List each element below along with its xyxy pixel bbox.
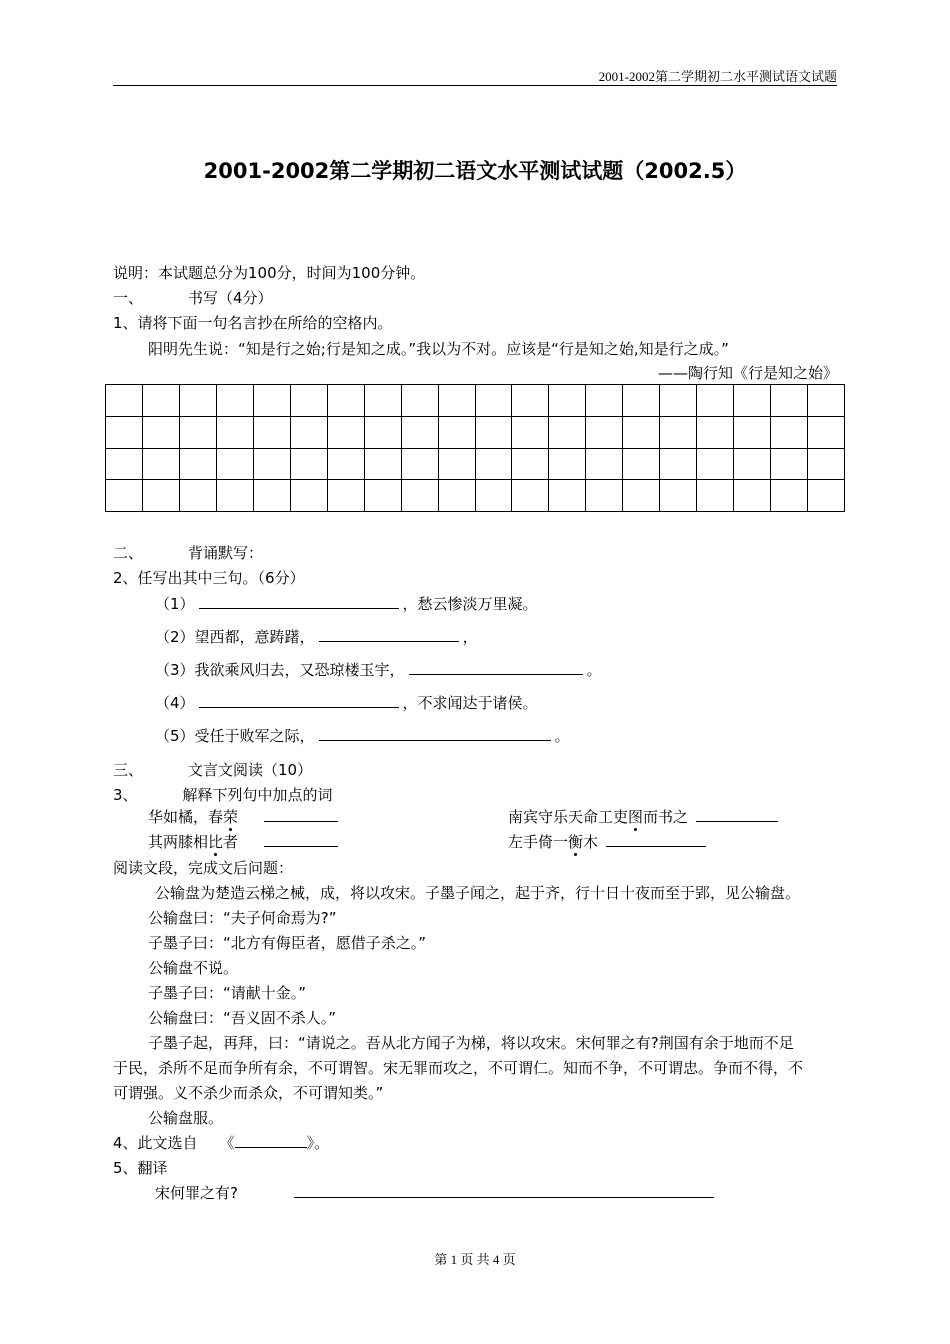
item-prefix: （2） [155,628,195,646]
grid-cell[interactable] [402,480,439,512]
word-context-after: 而书之 [643,808,689,826]
item-text-after: 。 [586,661,602,679]
answer-blank[interactable] [199,693,399,708]
grid-cell[interactable] [734,417,771,449]
dotted-word: 衡 [568,833,584,851]
grid-cell[interactable] [106,417,143,449]
question-3 [113,784,333,805]
grid-cell[interactable] [180,449,217,481]
recite-item-2 [155,626,478,647]
page-title: 2001-2002第二学期初二语文水平测试试题（2002.5） [203,159,747,183]
grid-cell[interactable] [660,449,697,481]
passage-paragraph-6: 公输盘曰：“吾义固不杀人。” [148,1009,337,1027]
grid-cell[interactable] [512,385,549,417]
question-4 [113,1132,329,1153]
grid-cell[interactable] [697,449,734,481]
grid-cell[interactable] [771,480,808,512]
grid-cell[interactable] [660,417,697,449]
word-context: 南宾守乐天命工吏 [508,808,629,826]
question-4-text: 4、此文选自 [113,1134,198,1152]
grid-cell[interactable] [217,385,254,417]
passage-paragraph-7-line-1: 子墨子起，再拜，曰：“请说之。吾从北方闻子为梯，将以攻宋。宋何罪之有?荆国有余于地而不足 [148,1034,794,1052]
dotted-word: 比 [208,833,224,851]
passage-paragraph-2: 公输盘曰：“夫子何命焉为?” [148,909,337,927]
grid-cell[interactable] [771,449,808,481]
item-prefix: （3） [155,661,195,679]
grid-cell[interactable] [143,480,180,512]
grid-cell[interactable] [549,480,586,512]
grid-cell[interactable] [143,417,180,449]
grid-cell[interactable] [808,449,845,481]
grid-cell[interactable] [106,480,143,512]
section-2-heading [113,542,263,563]
item-prefix: （1） [155,595,195,613]
grid-cell[interactable] [734,480,771,512]
answer-blank[interactable] [264,832,338,847]
reading-instructions: 阅读文段，完成文后问题： [113,859,294,877]
section-3-number: 三、 [113,761,144,779]
recite-item-3 [155,659,602,680]
recite-item-4 [155,692,538,713]
item-text-after: ， [462,628,478,646]
item-prefix: （4） [155,694,195,712]
word-item-1 [148,806,342,827]
word-item-2 [508,806,782,827]
grid-cell[interactable] [771,385,808,417]
grid-cell[interactable] [180,385,217,417]
book-mark-close: 》。 [306,1134,330,1152]
exam-instructions: 说明：本试题总分为100分，时间为100分钟。 [113,264,426,282]
grid-cell[interactable] [365,417,402,449]
answer-blank[interactable] [319,726,551,741]
grid-cell[interactable] [291,385,328,417]
book-mark-open: 《 [219,1134,235,1152]
item-prefix: （5） [155,727,195,745]
question-1: 1、请将下面一句名言抄在所给的空格内。 [113,314,393,332]
passage-paragraph-8: 公输盘服。 [148,1109,224,1127]
answer-blank[interactable] [696,807,778,822]
grid-cell[interactable] [402,385,439,417]
section-1-number: 一、 [113,289,144,307]
word-context-after: 者 [223,833,239,851]
question-5: 5、翻译 [113,1159,168,1177]
grid-cell[interactable] [365,449,402,481]
grid-cell[interactable] [476,385,513,417]
dotted-word: 荣 [223,808,239,826]
grid-cell[interactable] [328,385,365,417]
answer-blank[interactable] [409,660,583,675]
grid-cell[interactable] [106,385,143,417]
grid-cell[interactable] [439,417,476,449]
passage-paragraph-3: 子墨子曰：“北方有侮臣者，愿借子杀之。” [148,934,427,952]
answer-blank[interactable] [294,1183,714,1198]
grid-cell[interactable] [217,480,254,512]
grid-cell[interactable] [512,417,549,449]
running-header: 2001-2002第二学期初二水平测试语文试题 [598,69,837,84]
grid-cell[interactable] [512,449,549,481]
word-item-4 [508,831,710,852]
page-footer: 第 1 页 共 4 页 [434,1252,516,1267]
answer-blank[interactable] [606,832,706,847]
passage-paragraph-4: 公输盘不说。 [148,959,239,977]
grid-cell[interactable] [734,449,771,481]
quote-attribution: ——陶行知《行是知之始》 [657,364,838,382]
grid-cell[interactable] [697,385,734,417]
grid-cell[interactable] [217,417,254,449]
grid-cell[interactable] [808,417,845,449]
recite-item-5 [155,725,570,746]
passage-paragraph-5: 子墨子曰：“请献十金。” [148,984,307,1002]
grid-cell[interactable] [365,480,402,512]
grid-cell[interactable] [660,480,697,512]
grid-cell[interactable] [439,385,476,417]
section-3-title: 文言文阅读（10） [188,761,313,779]
grid-cell[interactable] [254,449,291,481]
grid-cell[interactable] [512,480,549,512]
word-context: 其两膝相 [148,833,209,851]
grid-cell[interactable] [291,480,328,512]
grid-cell[interactable] [697,480,734,512]
quote-text: 阳明先生说：“知是行之始;行是知之成。”我以为不对。应该是“行是知之始,知是行之成。” [148,340,729,358]
grid-cell[interactable] [734,385,771,417]
question-3-number: 3、 [113,786,138,804]
passage-paragraph-1: 公输盘为楚造云梯之械，成，将以攻宋。子墨子闻之，起于齐，行十日十夜而至于郢，见公输盘。 [155,884,801,902]
grid-cell[interactable] [291,417,328,449]
header-rule [113,85,837,86]
grid-cell[interactable] [328,417,365,449]
grid-cell[interactable] [623,417,660,449]
answer-blank[interactable] [319,627,459,642]
section-1-heading [113,287,273,308]
grid-cell[interactable] [697,417,734,449]
grid-cell[interactable] [291,449,328,481]
grid-cell[interactable] [586,449,623,481]
recite-item-1 [155,593,538,614]
section-1-title: 书写（4分） [188,289,273,307]
grid-cell[interactable] [623,480,660,512]
answer-blank[interactable] [235,1133,307,1148]
grid-cell[interactable] [254,417,291,449]
grid-cell[interactable] [439,449,476,481]
question-2: 2、任写出其中三句。（6分） [113,569,305,587]
grid-cell[interactable] [808,385,845,417]
item-text-after: ，不求闻达于诸侯。 [402,694,538,712]
item-text-before: 我欲乘风归去，又恐琼楼玉宇， [194,661,405,679]
dotted-word: 图 [628,808,644,826]
word-context-after: 木 [583,833,599,851]
grid-cell[interactable] [586,480,623,512]
grid-cell[interactable] [549,385,586,417]
grid-cell[interactable] [328,449,365,481]
item-text-after: ，愁云惨淡万里凝。 [402,595,538,613]
grid-cell[interactable] [623,449,660,481]
grid-cell[interactable] [623,385,660,417]
grid-cell[interactable] [476,480,513,512]
passage-paragraph-7-line-3: 可谓强。义不杀少而杀众，不可谓知类。” [113,1084,384,1102]
grid-cell[interactable] [549,449,586,481]
passage-paragraph-7-line-2: 于民，杀所不足而争所有余，不可谓智。宋无罪而攻之，不可谓仁。知而不争，不可谓忠。争而不得，不 [113,1059,804,1077]
grid-cell[interactable] [402,417,439,449]
grid-cell[interactable] [143,449,180,481]
section-2-number: 二、 [113,544,144,562]
section-2-title: 背诵默写： [188,544,264,562]
grid-cell[interactable] [549,417,586,449]
grid-cell[interactable] [771,417,808,449]
answer-blank[interactable] [264,807,338,822]
grid-cell[interactable] [476,417,513,449]
grid-cell[interactable] [217,449,254,481]
grid-cell[interactable] [180,480,217,512]
grid-cell[interactable] [586,417,623,449]
item-text-after: 。 [554,727,570,745]
grid-cell[interactable] [586,385,623,417]
section-3-heading [113,759,312,780]
translation-item [155,1182,718,1203]
grid-cell[interactable] [365,385,402,417]
word-context: 华如橘，春 [148,808,224,826]
item-text-before: 望西都，意踌躇， [194,628,315,646]
translation-sentence: 宋何罪之有? [155,1184,238,1202]
word-context: 左手倚一 [508,833,569,851]
word-item-3 [148,831,342,852]
grid-cell[interactable] [328,480,365,512]
grid-cell[interactable] [808,480,845,512]
grid-cell[interactable] [180,417,217,449]
grid-cell[interactable] [106,449,143,481]
item-text-before: 受任于败军之际， [194,727,315,745]
grid-cell[interactable] [143,385,180,417]
answer-blank[interactable] [199,594,399,609]
grid-cell[interactable] [476,449,513,481]
grid-cell[interactable] [254,480,291,512]
grid-cell[interactable] [660,385,697,417]
question-3-text: 解释下列句中加点的词 [182,786,333,804]
grid-cell[interactable] [439,480,476,512]
grid-cell[interactable] [402,449,439,481]
writing-grid[interactable] [105,384,845,512]
grid-cell[interactable] [254,385,291,417]
